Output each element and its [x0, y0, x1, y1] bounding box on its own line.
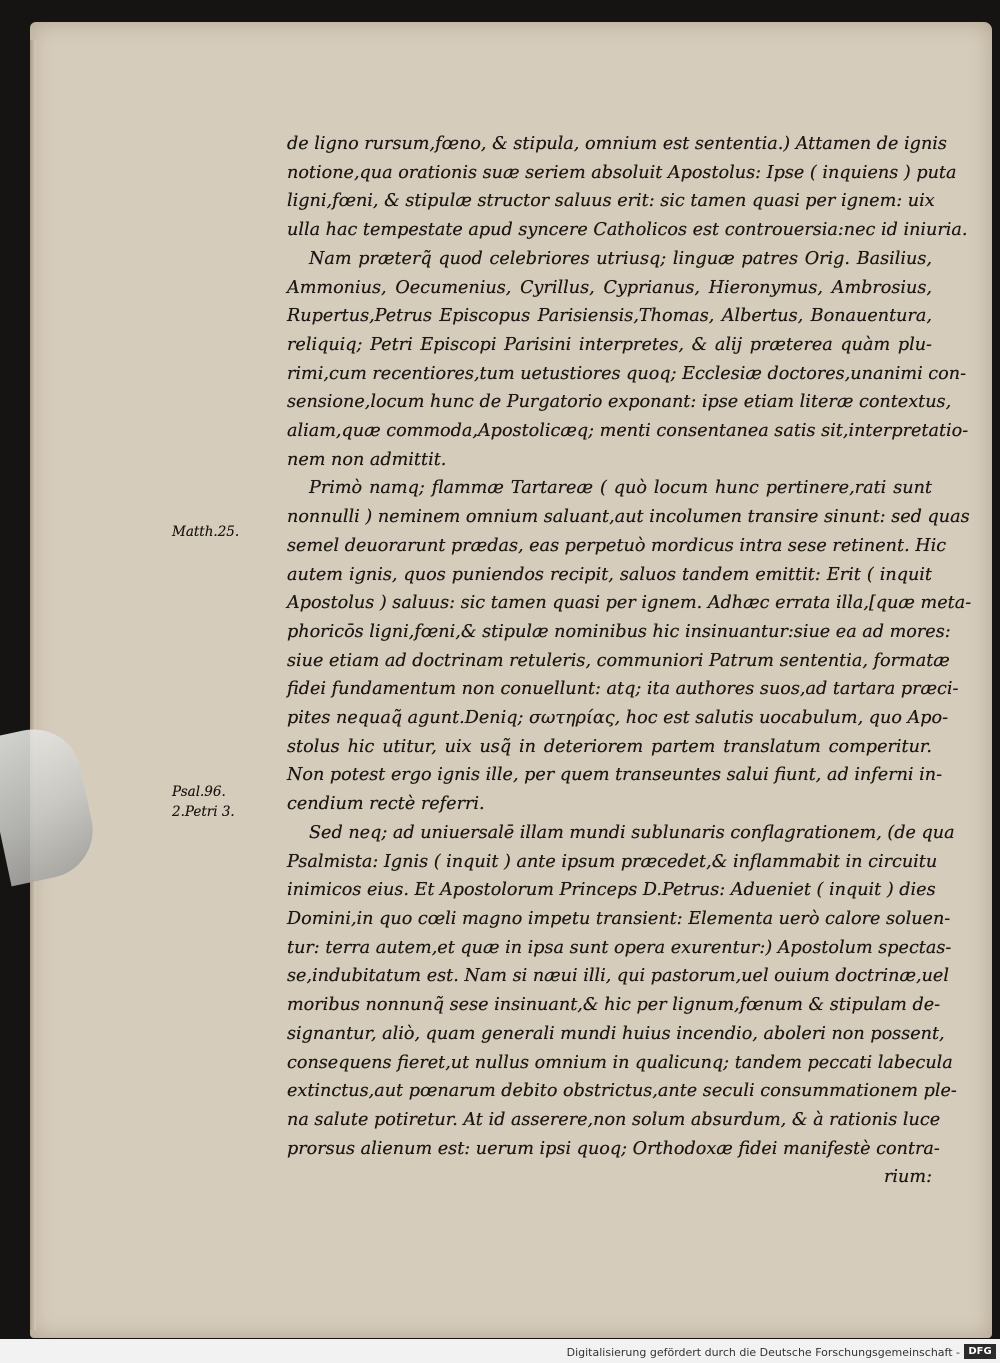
text-line: reliquiq; Petri Episcopi Parisini interpretes, & alij præterea quàm plu-: [287, 334, 932, 355]
marginal-note: 2.Petri 3.: [172, 804, 235, 820]
text-line: fidei fundamentum non conuellunt: atq; ita authores suos,ad tartara præci-: [287, 679, 959, 700]
main-text-block: [287, 130, 972, 1192]
text-line: ulla hac tempestate apud syncere Catholicos est controuersia:nec id iniuria.: [287, 220, 968, 241]
footer-bar: [0, 1339, 1000, 1363]
text-line: nonnulli ) neminem omnium saluant,aut incolumen transire sinunt: sed quas: [287, 507, 970, 528]
text-line: signantur, aliò, quam generali mundi huius incendio, aboleri non possent,: [287, 1023, 945, 1044]
text-line: Ammonius, Oecumenius, Cyrillus, Cyprianus, Hieronymus, Ambrosius,: [287, 277, 932, 298]
marginal-note: Matth.25.: [172, 524, 240, 540]
text-line: notione,qua orationis suæ seriem absoluit Apostolus: Ipse ( inquiens ) puta: [287, 162, 957, 183]
text-line: Non potest ergo ignis ille, per quem transeuntes salui fiunt, ad inferni in-: [287, 765, 943, 786]
text-line: inimicos eius. Et Apostolorum Princeps D.Petrus: Adueniet ( inquit ) dies: [287, 880, 936, 901]
text-line: se,indubitatum est. Nam si næui illi, qui pastorum,uel ouium doctrinæ,uel: [287, 966, 949, 987]
text-line: nem non admittit.: [287, 449, 447, 470]
text-line: Psalmista: Ignis ( inquit ) ante ipsum præcedet,& inflammabit in circuitu: [287, 851, 938, 872]
text-line: tur: terra autem,et quæ in ipsa sunt opera exurentur:) Apostolum spectas-: [287, 937, 952, 958]
text-line: stolus hic utitur, uix usq̃ in deteriorem partem translatum comperitur.: [287, 736, 932, 757]
text-line: Rupertus,Petrus Episcopus Parisiensis,Thomas, Albertus, Bonauentura,: [287, 306, 932, 327]
marginal-note: Psal.96.: [172, 784, 226, 800]
text-line: phoricōs ligni,fœni,& stipulæ nominibus hic insinuantur:siue ea ad mores:: [287, 621, 951, 642]
text-line: ligni,fœni, & stipulæ structor saluus erit: sic tamen quasi per ignem: uix: [287, 191, 935, 212]
text-line: moribus nonnunq̃ sese insinuant,& hic per lignum,fœnum & stipulam de-: [287, 995, 941, 1016]
footer-credit: Digitalisierung gefördert durch die Deutsche Forschungsgemeinschaft -: [566, 1346, 960, 1359]
dfg-logo: DFG: [964, 1344, 996, 1359]
text-line: Nam præterq̃ quod celebriores utriusq; linguæ patres Orig. Basilius,: [309, 248, 932, 269]
page-edge-shadow: [30, 40, 36, 1330]
text-line: pites nequaq̃ agunt.Deniq; σωτηρίας, hoc est salutis uocabulum, quo Apo-: [287, 708, 949, 729]
text-line: consequens fieret,ut nullus omnium in qualicunq; tandem peccati labecula: [287, 1052, 953, 1073]
text-line: sensione,locum hunc de Purgatorio exponant: ipse etiam literæ contextus,: [287, 392, 952, 413]
text-line: Sed neq; ad uniuersalē illam mundi sublunaris conflagrationem, (de qua: [309, 822, 955, 843]
catchword: rium:: [884, 1167, 932, 1188]
text-line: extinctus,aut pœnarum debito obstrictus,ante seculi consummationem ple-: [287, 1081, 957, 1102]
text-line: prorsus alienum est: uerum ipsi quoq; Orthodoxæ fidei manifestè contra-: [287, 1138, 940, 1159]
text-line: semel deuorarunt prædas, eas perpetuò mordicus intra sese retinent. Hic: [287, 535, 947, 556]
text-line: Domini,in quo cœli magno impetu transient: Elementa uerò calore soluen-: [287, 908, 951, 929]
text-line: Primò namq; flammæ Tartareæ ( quò locum hunc pertinere,rati sunt: [309, 478, 932, 499]
text-line: aliam,quæ commoda,Apostolicæq; menti consentanea satis sit,interpretatio-: [287, 421, 969, 442]
text-line: na salute potiretur. At id asserere,non solum absurdum, & à rationis luce: [287, 1109, 941, 1130]
text-line: cendium rectè referri.: [287, 794, 485, 815]
text-line: rimi,cum recentiores,tum uetustiores quoq; Ecclesiæ doctores,unanimi con-: [287, 363, 967, 384]
text-line: autem ignis, quos puniendos recipit, saluos tandem emittit: Erit ( inquit: [287, 564, 932, 585]
text-line: Apostolus ) saluus: sic tamen quasi per ignem. Adhæc errata illa,[quæ meta-: [287, 593, 972, 614]
text-line: siue etiam ad doctrinam retuleris, communiori Patrum sententia, formatæ: [287, 650, 950, 671]
text-line: de ligno rursum,fœno, & stipula, omnium est sententia.) Attamen de ignis: [287, 134, 947, 154]
